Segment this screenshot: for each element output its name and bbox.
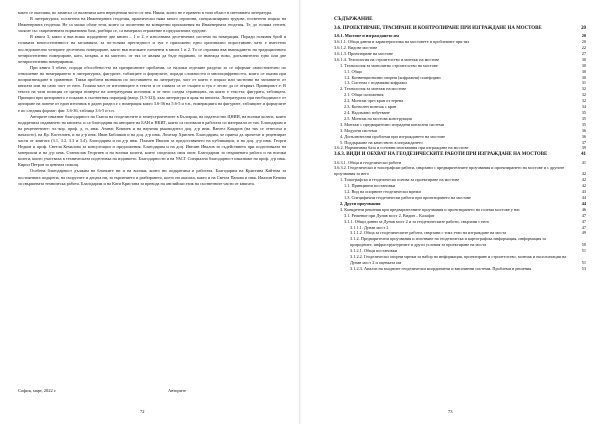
toc-entry-title: 3.1.1. Общи данни за Дунав мост 2 и за геодезическите работи, свързани с него <box>344 218 490 224</box>
toc-entry-title: 3. Монтаж с предварително изградени конзолни системи <box>340 121 444 127</box>
paragraph-1: както се оказлява, по замисъл се включиха като нерецензии чисто от нея. Някои, които не е правено в тази област в световната литература. <box>18 10 273 15</box>
toc-chapter-title: 3.6.3. ВИДИ И ОБХВАТ НА ГЕОДЕЗИЧЕСКИТЕ РАБОТИ ПРИ ИЗГРАЖДАНЕ НА МОСТОВЕ <box>334 152 548 158</box>
toc-entry-page: 27 <box>581 50 586 56</box>
toc-entry-title: 3.1.2.3. Анализ на входните геодезически координатни и височинни системи. Проблеми и решения <box>350 265 532 271</box>
paragraph-4: При книга 3 обаче, поради обособеността на преприсаните проблеми, се наложи отделяне раздели за се оформят самостоятелно по отношение на номерирането в литературата, фигурите, таблиците и формулите, поради сложността и многоцифреността, които се оказва при попроизвеждане в сравнение. Такъв проблем възникна по поставянето на литература, част от които е изцяло или частично на заглавието от книгата или на само част от него. Голяма част от източниците в текста и от главата са от същите и тук е лесно да се открият. Принципът е: В текста на тази позиция се цитира номерът на литературния источник и от него следва страницата, на която е текстът, фигурата, таблицата. Принцип при цитирането е показан в съответния параграф (напр. [3.5-32]), към литература в края на книгата. Литературата при необходимост от цитиране на повече от един източник в даден раздел е с номерация както 3.6-36 на 5.6-5 и т.н., номерацията на фигурите, таблиците и формулите е по следния формат: фиг. 3.6-36, таблица 3.6-5 и т.н. <box>18 64 286 113</box>
toc-entry-title: 4. Допълнителни проблеми при изграждането на мостове <box>340 133 446 139</box>
toc-entry-title: 3. Конкретни решения при предварителните проучвания и проектирането на големи мостове у нас <box>340 206 521 212</box>
toc-entry <box>334 236 586 248</box>
toc-entry-page: 41 <box>581 159 586 165</box>
toc-entry-title: 3.6.1.3. Проектиране на мостове <box>334 50 393 56</box>
toc-entry-page: 35 <box>581 109 586 115</box>
toc-entry-page: 35 <box>581 115 586 121</box>
toc-entry-page: 20 <box>581 33 586 39</box>
toc-entry-title: 2.3. Конзолен монтаж с кран <box>344 104 397 110</box>
toc-entry-title: 3.1.2.1. Общи постановки <box>350 248 398 254</box>
toc-entry-page: 34 <box>581 104 586 110</box>
toc-entry-title: 3.1.2. Предварителни проучвания и изготвяне на геодезическа и картографска информация, информация за природните, инфраструктурните и други условия за проектиране на моста <box>350 236 546 248</box>
toc-entry-title: 2.5. Монтаж на мостова конструкция <box>344 115 412 121</box>
toc-entry-title: 3.1.1.2. Обща за геодезическите работи, свързани с тоях етап на изграждане на моста <box>350 230 507 236</box>
paragraph-6: Особена благодарност дължим на близките ни и на всички, които ни подкрепиха в работата. Благодарим на Кристина Кайтова за постоянната подкрепа, на съпругите и децата ни, за търпението и разбирането, което ни оказаха, както и на Светла Панова и инж. Ивалин Кенова за свършената техническа работа. Благодарим и на Кати Кристана за превода на английски език на съответните части от книгата. <box>18 168 286 186</box>
toc-entry <box>334 254 586 266</box>
paragraph-3: В книга 3, както я във всяко издадените две книги – 1 и 2, е използвана десетичната система на номерация. Поради голямия брой и голямата многостепенност на заглавията, за по-голяма прегледност и тук е приложено едно оригинално опростяване, като е вместено последователно четирите десетично номериране, както във всичките елементи в книга 1 и 2. То се отразява във въвеждането на традиционното четиристепенно номериране, като, ъпърва, и на мястото, от тях се являва да бъде надявано, се въвежда ново, допълнително едно или две четириcтепенни номерирания. <box>18 34 286 64</box>
toc-entry-page: 36 <box>581 127 586 133</box>
toc-entry-title: 2.2. Монтаж чрез кран от терена <box>344 98 404 104</box>
toc-chapter <box>334 26 586 32</box>
page-number-right: 73 <box>448 409 453 414</box>
toc-entry-title: 5. Поддържане на качеството в изграждането <box>340 139 423 145</box>
toc-chapter-page: 41 <box>581 152 586 158</box>
toc-entry-title: 3.6.1. Мостове и изграждането им <box>334 33 399 39</box>
toc-entry-page: 53 <box>581 265 586 271</box>
toc-entry-title: 1.3. Система с подвижни кофражи <box>344 80 407 86</box>
toc-entry-title: 3.6.2. Нормативна база и основни изисквания при изграждане на мостове <box>334 145 469 151</box>
toc-entry-title: 3.1.1.1. Дунав мост 2 <box>350 224 389 230</box>
toc-heading: СЪДЪРЖАНИЕ <box>334 16 373 22</box>
toc-entry-page: 22 <box>581 45 586 51</box>
toc-entry-title: 3.6.3.1. Общи и геодезически работи <box>334 159 402 165</box>
toc-entry-title: 1.2. Конвенционални опорни (кофражни) платформи <box>344 74 441 80</box>
toc-entry-page: 30 <box>581 56 586 62</box>
toc-entry-page: 50 <box>581 242 586 248</box>
toc-entry-page: 32 <box>581 86 586 92</box>
toc-entry-page: 51 <box>581 259 586 265</box>
toc-entry-title: 2. Технология за монтаж на мостове <box>340 86 407 92</box>
toc-list-1 <box>334 33 586 151</box>
toc-entry-page: 46 <box>581 206 586 212</box>
toc-entry-title: 1.3. Специфични геодезически работи при проектирането на мостове <box>344 194 471 200</box>
toc-entry-title: 3.1. Решение при Дунав мост 2, Видин – Калафат <box>344 212 435 218</box>
toc-entry-page: 42 <box>581 177 586 183</box>
toc-entry-page: 37 <box>581 139 586 145</box>
toc-entry <box>334 266 586 272</box>
toc-entry-page: 20 <box>581 39 586 45</box>
toc-entry-title: 1.1. Общо <box>344 68 363 74</box>
toc-entry-page: 43 <box>581 189 586 195</box>
paragraph-5: Авторите изказват благодарност на Съюза на геодезистите и земеустроителите в България, на издателство ЦНИИ, на всички колеги, които подкрепиха издаването на книгата, и са благодарни на авторите на БАН и НКИТ, които са ползвали в работата си материали от тях. Благодарим и на рецензентите: чл.-кор. проф. д. н. инж. Атанас Ковачев и на научния ръководител доц. д-р инж. Вангел Кацаров (на тях се отнесоха в началото), на Кр. Кастелиев, и на д-р инж. Иван Библиков и на доц. д-р инж. Лъчезар Хрисчев. Благодарим, че приеха да прочетат и рецензират части от книгата (3.1, 3.2, 3.3 и 3.4). Благодарим и на д-р инж. Пламен Ивалов за предоставянето на публикации, и на доц. д-р инж. Георги Недков и проф. Светла Кемалова за консултации и предложения. Благодарим и на доц. Ивелин Ивалов за съдействието при подготовката на материали и на д-р инж. Станислав Георгиев и на всички колеги, които споделиха своя опит. Благодарим за свършената работа и на всички колеги, които участваха в техническата подготовка на изданието. Благодарности и на УАСГ. Специална благодарност изказваме на проф. д-р инж. Кирил Петров за ценната помощ. <box>18 113 286 168</box>
toc-entry-page: 30 <box>581 74 586 80</box>
page-number-left: 72 <box>140 409 145 414</box>
toc-entry-title: 1.1. Принципни постановки <box>344 183 396 189</box>
toc-entry-title: 3.1.2.2. Геодезически опорни мрежи за набор на информация, проектиране и строителство, монтаж и експлоатация на Дунав мост 2 и оценката им <box>350 254 567 265</box>
toc-entry-title: 2.1. Общи положения <box>344 92 384 98</box>
toc-entry-page: 49 <box>581 230 586 236</box>
toc-entry-title: 3. Модулни системи <box>340 127 377 133</box>
toc-entry-page: 31 <box>581 80 586 86</box>
paragraph-2: В литературата, посветена на Инженерната геодезия, практически няма много сериозни, специализирани трудове, посветени изцяло на Инженерната геодезия. Не са малко обаче тези, които са посветени на конкретни приложения на Инженерната геодезия. Те, до голяма степен, засягат със съвременната нормативна база, разбира се, са намерили отражение в предлаганата трудове. <box>18 16 286 34</box>
toc-chapter-page: 20 <box>581 26 586 31</box>
toc-entry-page: 47 <box>581 212 586 218</box>
city-date: София, март, 2022 г. <box>18 388 57 393</box>
toc-entry-page: 42 <box>581 183 586 189</box>
toc-entry-title: 1.2. Вид на опорните геодезически мрежи <box>344 189 421 195</box>
toc-entry-page: 39 <box>581 145 586 151</box>
toc-entry <box>334 165 586 177</box>
toc-entry-page: 35 <box>581 121 586 127</box>
toc-chapter-title: 3.6. ПРОЕКТИРАНЕ, ТРАСИРАНЕ И КОНТРОЛИРАНЕ ПРИ ИЗГРАЖДАНЕ НА МОСТОВЕ <box>334 26 542 31</box>
toc-entry-page: 32 <box>581 98 586 104</box>
toc-entry-page: 47 <box>581 224 586 230</box>
toc-entry-page: 32 <box>581 92 586 98</box>
toc-entry-title: 3.6.3.2. Геодезически и топографски работи, свързани с предварителните проучвания и проектирането на мостове и с другите проучвания за него <box>334 165 565 177</box>
toc-entry-title: 3.6.1.1. Общи данни и характеристика на мостовете и проблемите при тях <box>334 39 470 45</box>
toc-entry-page: 30 <box>581 62 586 68</box>
toc-entry-title: 2.4. Надлъжно избутване <box>344 109 390 115</box>
toc-chapter <box>334 152 586 158</box>
toc-entry-page: 36 <box>581 133 586 139</box>
toc-entry-page: 44 <box>581 194 586 200</box>
toc-entry-page: 42 <box>581 171 586 177</box>
right-page <box>300 0 600 424</box>
toc-entry <box>334 145 586 151</box>
toc-entry-title: 1. Топографска и геодезическа основа за проектиране на мостове <box>340 177 460 183</box>
toc-entry-page: 47 <box>581 218 586 224</box>
toc-entry-title: 2. Други проучвания <box>340 200 381 206</box>
toc-entry-title: 3.6.1.2. Видове мостове <box>334 45 378 51</box>
toc-entry-page: 30 <box>581 68 586 74</box>
toc-list-2 <box>334 160 586 272</box>
toc-entry-page: 44 <box>581 200 586 206</box>
toc-entry-title: 3.6.1.4. Технология на строителство и монтаж на мостове <box>334 56 440 62</box>
toc-entry-title: 1. Технология за монолитно строителство на мостове <box>340 62 438 68</box>
authors-label: Авторите <box>168 388 187 393</box>
toc-entry-page: 51 <box>581 248 586 254</box>
